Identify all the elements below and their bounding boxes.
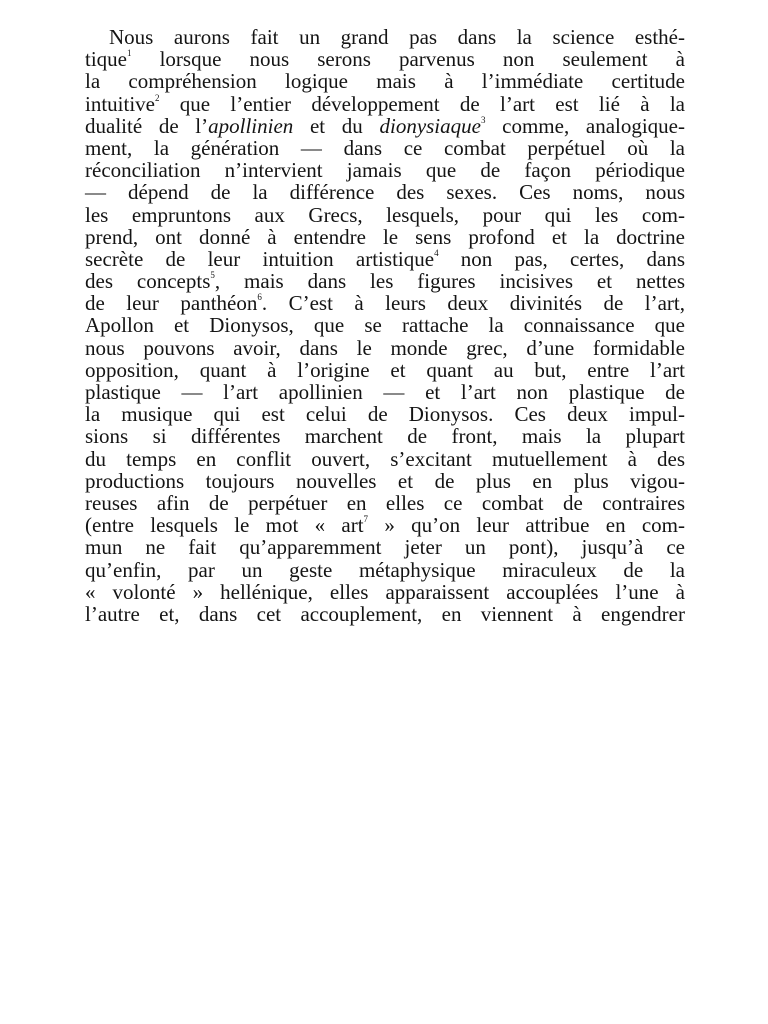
text-segment: productions toujours nouvelles et de plus en plus vigou- — [85, 468, 685, 493]
text-line — [85, 425, 685, 447]
footnote-marker: 3 — [480, 114, 486, 125]
text-line — [85, 559, 685, 581]
text-segment: réconciliation n’intervient jamais que de façon périodique — [85, 158, 685, 183]
text-segment: l’autre et, dans cet accouplement, en viennent à engendrer — [85, 601, 685, 626]
text-segment: ment, la génération — dans ce combat perpétuel où la — [85, 135, 685, 160]
text-segment: prend, ont donné à entendre le sens profond et la doctrine — [85, 224, 685, 249]
text-line — [85, 204, 685, 226]
text-segment: du temps en conflit ouvert, s’excitant mutuellement à des — [85, 446, 685, 471]
footnote-marker: 2 — [155, 92, 160, 103]
text-segment: qu’enfin, par un geste métaphysique miraculeux de la — [85, 557, 685, 582]
footnote-marker: 7 — [363, 514, 369, 525]
text-line — [85, 359, 685, 381]
text-line — [85, 115, 685, 137]
text-line — [85, 470, 685, 492]
text-line — [85, 514, 685, 536]
text-segment: des concepts — [85, 269, 211, 294]
text-segment: non pas, certes, dans — [438, 246, 685, 271]
text-segment: plastique — l’art apollinien — et l’art non plastique de — [85, 380, 685, 404]
text-line — [85, 581, 685, 603]
text-segment: intuitive — [85, 91, 155, 116]
footnote-marker: 1 — [127, 48, 132, 59]
text-segment: la musique qui est celui de Dionysos. Ces deux impul- — [85, 402, 685, 427]
text-line — [85, 159, 685, 181]
italic-term: dionysiaque — [379, 113, 481, 138]
text-line — [85, 70, 685, 92]
footnote-marker: 6 — [257, 292, 262, 303]
text-segment: la compréhension logique mais à l’immédiate certitude — [85, 69, 685, 94]
text-segment: lorsque nous serons parvenus non seulement à — [131, 47, 685, 72]
text-line — [85, 93, 685, 115]
footnote-marker: 4 — [434, 247, 439, 258]
text-line — [85, 536, 685, 558]
italic-term: apollinien — [208, 113, 294, 138]
text-line — [85, 26, 685, 48]
text-line — [85, 137, 685, 159]
text-line — [85, 337, 685, 359]
text-segment: » qu’on leur attribue en com- — [368, 513, 686, 538]
text-line — [85, 248, 685, 270]
text-segment: — dépend de la différence des sexes. Ces noms, nous — [85, 180, 685, 205]
text-segment: tique — [85, 47, 127, 72]
text-segment: comme, analogique- — [485, 113, 685, 138]
text-segment: (entre lesquels le mot « art — [85, 513, 364, 538]
footnote-marker: 5 — [210, 270, 215, 281]
text-segment: Apollon et Dionysos, que se rattache la connaissance que — [85, 313, 685, 338]
text-segment: Nous aurons fait un grand pas dans la science esthé- — [109, 25, 685, 49]
text-line — [85, 226, 685, 248]
text-segment: dualité de l’ — [85, 113, 209, 138]
text-line — [85, 403, 685, 425]
text-segment: , mais dans les figures incisives et nettes — [214, 269, 685, 294]
body-paragraph — [85, 26, 685, 625]
text-line — [85, 448, 685, 470]
text-line — [85, 492, 685, 514]
text-segment: de leur panthéon — [85, 291, 258, 316]
text-line — [85, 48, 685, 70]
text-line — [85, 270, 685, 292]
text-line — [85, 381, 685, 403]
text-segment: opposition, quant à l’origine et quant au but, entre l’art — [85, 357, 685, 382]
text-segment: . C’est à leurs deux divinités de l’art, — [261, 291, 686, 316]
text-segment: et du — [293, 113, 380, 138]
text-line — [85, 181, 685, 203]
text-line — [85, 314, 685, 336]
text-segment: les empruntons aux Grecs, lesquels, pour qui les com- — [85, 202, 685, 227]
text-line — [85, 292, 685, 314]
text-line — [85, 603, 685, 625]
text-segment: mun ne fait qu’apparemment jeter un pont), jusqu’à ce — [85, 535, 685, 560]
text-segment: « volonté » hellénique, elles apparaissent accouplées l’une à — [85, 579, 685, 604]
text-segment: reuses afin de perpétuer en elles ce combat de contraires — [85, 490, 685, 515]
text-segment: sions si différentes marchent de front, mais la plupart — [85, 424, 685, 449]
text-segment: secrète de leur intuition artistique — [85, 246, 435, 271]
text-segment: nous pouvons avoir, dans le monde grec, d’une formidable — [85, 335, 685, 360]
text-segment: que l’entier développement de l’art est lié à la — [159, 91, 685, 116]
